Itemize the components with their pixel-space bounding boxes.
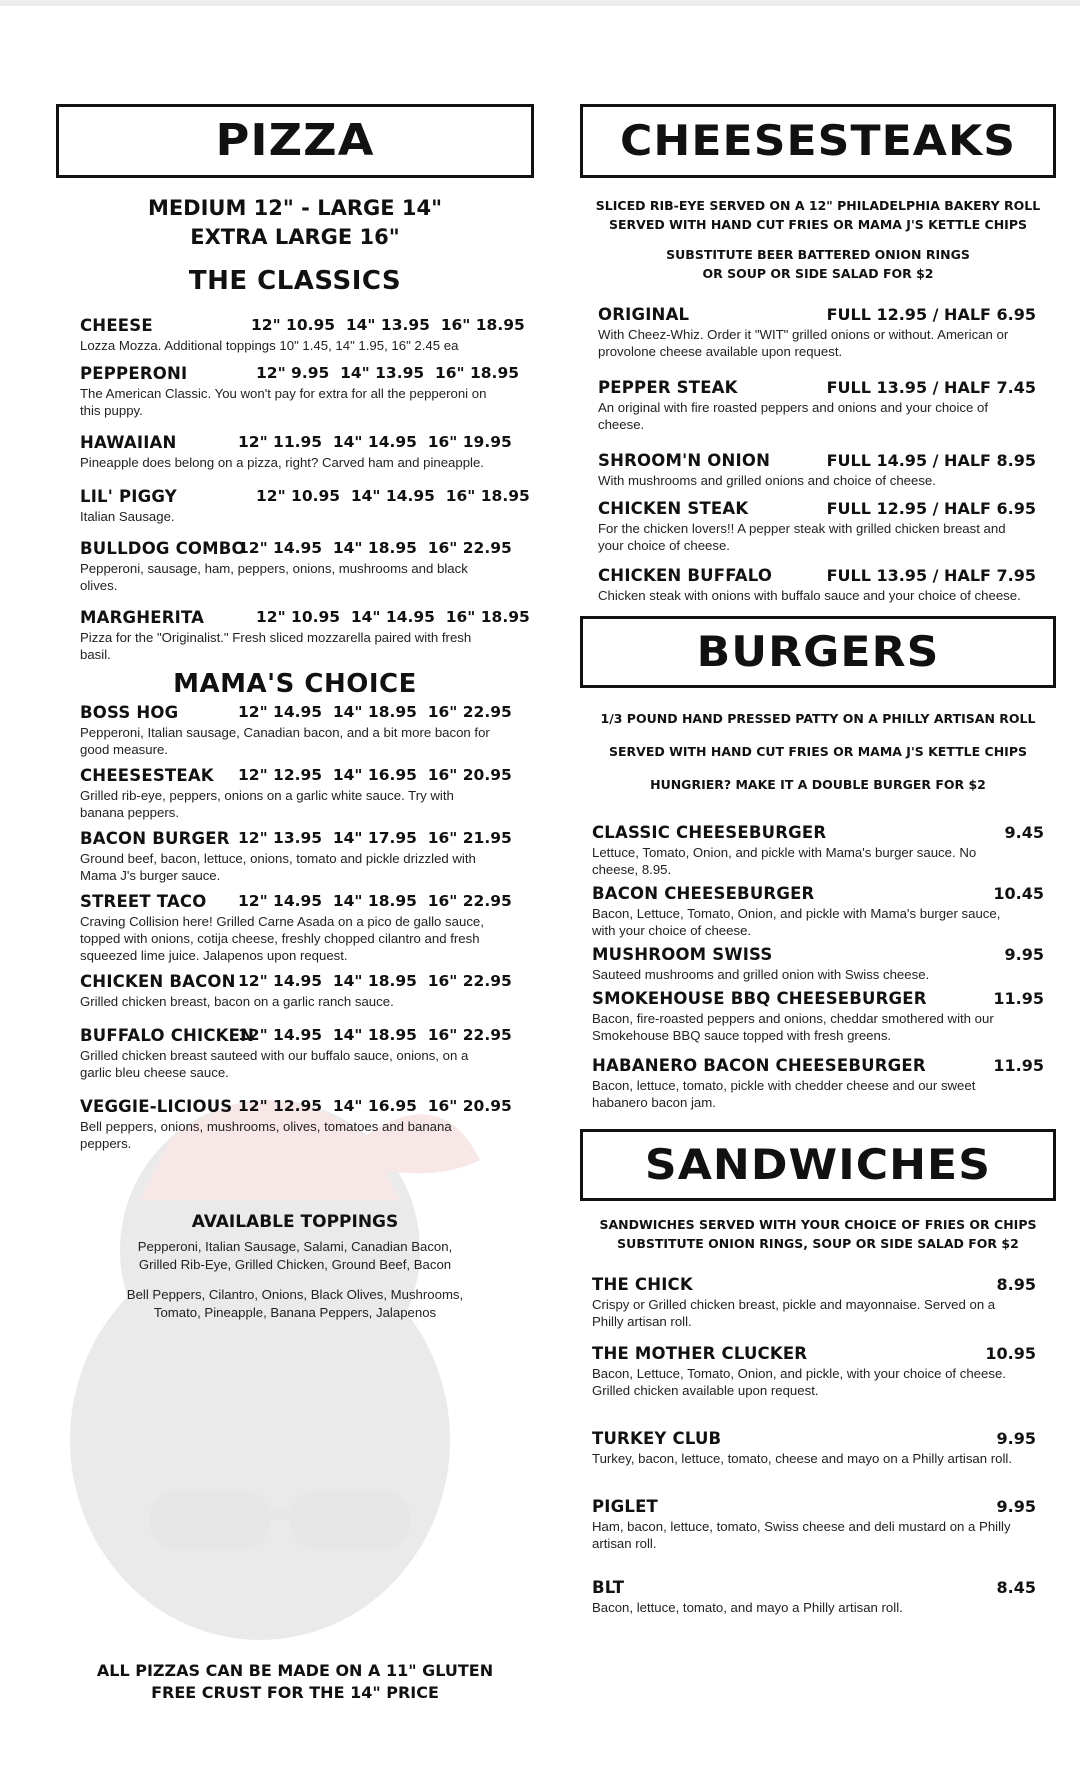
item-price: FULL 12.95 / HALF 6.95 <box>826 499 1036 518</box>
top-divider <box>0 0 1080 6</box>
burgers-note-line-2: SERVED WITH HAND CUT FRIES OR MAMA J'S KETTLE CHIPS <box>608 744 1027 759</box>
item-description: Bacon, fire-roasted peppers and onions, cheddar smothered with our Smokehouse BBQ sauce topped with fresh greens. <box>592 1011 994 1043</box>
item-name: VEGGIE-LICIOUS <box>80 1097 233 1116</box>
item-name: MARGHERITA <box>80 608 205 627</box>
item-name: BACON CHEESEBURGER <box>592 884 815 903</box>
item-description: With Cheez-Whiz. Order it "WIT" grilled onions or without. American or provolone cheese available upon request. <box>598 327 1009 359</box>
item-name: BLT <box>592 1578 625 1597</box>
toppings-veg-line-2: Tomato, Pineapple, Banana Peppers, Jalapenos <box>153 1305 437 1320</box>
item-description: Chicken steak with onions with buffalo sauce and your choice of cheese. <box>598 588 1021 603</box>
item-name: CHICKEN BUFFALO <box>598 566 773 585</box>
menu-item <box>592 1056 1044 1111</box>
item-price: 10.45 <box>993 884 1044 903</box>
item-prices: 12" 12.95 14" 16.95 16" 20.95 <box>238 1097 512 1115</box>
item-name: LIL' PIGGY <box>80 487 177 506</box>
cheesesteaks-list <box>580 305 1056 604</box>
item-price: FULL 12.95 / HALF 6.95 <box>826 305 1036 324</box>
item-prices: 12" 9.95 14" 13.95 16" 18.95 <box>256 364 520 382</box>
item-description: Pineapple does belong on a pizza, right? Carved ham and pineapple. <box>80 455 484 470</box>
item-description: Bacon, lettuce, tomato, and mayo a Philly artisan roll. <box>592 1600 903 1615</box>
menu-item <box>592 884 1044 939</box>
item-name: CHEESE <box>80 316 153 335</box>
item-prices: 12" 11.95 14" 14.95 16" 19.95 <box>238 433 512 451</box>
burgers-note <box>580 702 1056 801</box>
item-price: 11.95 <box>993 1056 1044 1075</box>
item-description: Bacon, Lettuce, Tomato, Onion, and pickle with Mama's burger sauce, with your choice of cheese. <box>592 906 1001 938</box>
right-column <box>580 104 1056 1620</box>
item-prices: 12" 14.95 14" 18.95 16" 22.95 <box>238 972 512 990</box>
sizes-line-2: EXTRA LARGE 16" <box>190 225 400 249</box>
menu-item <box>56 364 534 419</box>
item-price: 9.95 <box>996 1497 1036 1516</box>
item-description: Bacon, lettuce, tomato, pickle with chedder cheese and our sweet habanero bacon jam. <box>592 1078 976 1110</box>
item-description: The American Classic. You won't pay for extra for all the pepperoni on this puppy. <box>80 386 487 418</box>
item-name: PEPPERONI <box>80 364 188 383</box>
item-price: 9.95 <box>996 1429 1036 1448</box>
menu-item <box>56 829 534 884</box>
menu-item <box>56 316 534 354</box>
item-prices: 12" 10.95 14" 14.95 16" 18.95 <box>256 487 530 505</box>
menu-item <box>56 1026 534 1081</box>
menu-item <box>592 1275 1036 1330</box>
item-prices: 12" 14.95 14" 18.95 16" 22.95 <box>238 1026 512 1044</box>
item-name: MUSHROOM SWISS <box>592 945 773 964</box>
menu-item <box>598 378 1036 433</box>
item-description: Italian Sausage. <box>80 509 175 524</box>
item-price: 10.95 <box>985 1344 1036 1363</box>
menu-item <box>56 487 534 525</box>
sizes-line-1: MEDIUM 12" - LARGE 14" <box>147 196 443 220</box>
item-name: TURKEY CLUB <box>592 1429 722 1448</box>
item-description: Crispy or Grilled chicken breast, pickle and mayonnaise. Served on a Philly artisan roll. <box>592 1297 996 1329</box>
item-price: FULL 13.95 / HALF 7.95 <box>826 566 1036 585</box>
menu-item <box>56 608 534 663</box>
menu-item <box>56 766 534 821</box>
menu-item <box>598 451 1036 489</box>
menu-item <box>592 989 1044 1044</box>
pizza-header: PIZZA <box>56 104 534 178</box>
gluten-free-note <box>56 1660 534 1704</box>
menu-item <box>598 499 1036 554</box>
toppings-meat-line-2: Grilled Rib-Eye, Grilled Chicken, Ground Beef, Bacon <box>138 1257 452 1272</box>
toppings-meat-line-1: Pepperoni, Italian Sausage, Salami, Canadian Bacon, <box>137 1239 453 1254</box>
item-description: With mushrooms and grilled onions and choice of cheese. <box>598 473 936 488</box>
menu-item <box>598 305 1036 360</box>
mamas-choice-title: MAMA'S CHOICE <box>173 669 417 699</box>
classics-title: THE CLASSICS <box>188 266 402 296</box>
item-description: Ground beef, bacon, lettuce, onions, tomato and pickle drizzled with Mama J's burger sauce. <box>80 851 476 883</box>
item-price: FULL 14.95 / HALF 8.95 <box>826 451 1036 470</box>
item-name: ORIGINAL <box>598 305 690 324</box>
item-name: CHICKEN STEAK <box>598 499 749 518</box>
cheesesteaks-note-line-4: OR SOUP OR SIDE SALAD FOR $2 <box>702 266 934 281</box>
sandwiches-note-line-1: SANDWICHES SERVED WITH YOUR CHOICE OF FRIES OR CHIPS <box>599 1217 1037 1232</box>
menu-item <box>592 1344 1036 1399</box>
gluten-line-1: ALL PIZZAS CAN BE MADE ON A 11" GLUTEN <box>96 1661 494 1680</box>
item-name: SMOKEHOUSE BBQ CHEESEBURGER <box>592 989 927 1008</box>
pizza-column <box>56 104 534 1702</box>
item-name: BACON BURGER <box>80 829 230 848</box>
item-prices: 12" 12.95 14" 16.95 16" 20.95 <box>238 766 512 784</box>
item-description: Grilled chicken breast, bacon on a garlic ranch sauce. <box>80 994 394 1009</box>
item-description: Lozza Mozza. Additional toppings 10" 1.45, 14" 1.95, 16" 2.45 ea <box>80 338 459 353</box>
sandwiches-note <box>580 1215 1056 1253</box>
item-name: CHICKEN BACON <box>80 972 236 991</box>
item-description: Turkey, bacon, lettuce, tomato, cheese and mayo on a Philly artisan roll. <box>592 1451 1013 1466</box>
item-description: Grilled rib-eye, peppers, onions on a garlic white sauce. Try with banana peppers. <box>80 788 454 820</box>
gluten-line-2: FREE CRUST FOR THE 14" PRICE <box>151 1683 439 1702</box>
pizza-sizes <box>56 194 534 252</box>
item-name: THE CHICK <box>592 1275 693 1294</box>
cheesesteaks-note-line-1: SLICED RIB-EYE SERVED ON A 12" PHILADELPHIA BAKERY ROLL <box>595 198 1041 213</box>
item-description: An original with fire roasted peppers and onions and your choice of cheese. <box>598 400 989 432</box>
item-price: 9.45 <box>1004 823 1044 842</box>
menu-item <box>592 1497 1036 1552</box>
toppings-veg-line-1: Bell Peppers, Cilantro, Onions, Black Olives, Mushrooms, <box>126 1287 464 1302</box>
item-name: THE MOTHER CLUCKER <box>592 1344 808 1363</box>
item-name: STREET TACO <box>80 892 207 911</box>
item-prices: 12" 14.95 14" 18.95 16" 22.95 <box>238 703 512 721</box>
item-description: Pepperoni, Italian sausage, Canadian bacon, and a bit more bacon for good measure. <box>80 725 490 757</box>
item-prices: 12" 14.95 14" 18.95 16" 22.95 <box>238 892 512 910</box>
item-description: Bell peppers, onions, mushrooms, olives, tomatoes and banana peppers. <box>80 1119 452 1151</box>
mamas-choice-list <box>56 703 534 1152</box>
classics-list <box>56 316 534 663</box>
item-description: For the chicken lovers!! A pepper steak with grilled chicken breast and your choice of cheese. <box>598 521 1006 553</box>
item-price: 11.95 <box>993 989 1044 1008</box>
item-price: 8.95 <box>996 1275 1036 1294</box>
cheesesteaks-note <box>580 196 1056 283</box>
item-name: HAWAIIAN <box>80 433 177 452</box>
menu-item <box>56 972 534 1010</box>
available-toppings <box>56 1212 534 1322</box>
item-name: SHROOM'N ONION <box>598 451 771 470</box>
menu-item <box>56 703 534 758</box>
item-description: Ham, bacon, lettuce, tomato, Swiss cheese and deli mustard on a Philly artisan roll. <box>592 1519 1011 1551</box>
menu-item <box>56 1097 534 1152</box>
menu-item <box>56 892 534 964</box>
item-description: Pepperoni, sausage, ham, peppers, onions, mushrooms and black olives. <box>80 561 468 593</box>
menu-item <box>56 539 534 594</box>
menu-item <box>592 1429 1036 1467</box>
item-prices: 12" 13.95 14" 17.95 16" 21.95 <box>238 829 512 847</box>
sandwiches-header: SANDWICHES <box>580 1129 1056 1201</box>
menu-item <box>592 823 1044 878</box>
item-price: 9.95 <box>1004 945 1044 964</box>
item-description: Lettuce, Tomato, Onion, and pickle with Mama's burger sauce. No cheese, 8.95. <box>592 845 977 877</box>
item-prices: 12" 10.95 14" 14.95 16" 18.95 <box>256 608 530 626</box>
item-name: PIGLET <box>592 1497 659 1516</box>
sandwiches-note-line-2: SUBSTITUTE ONION RINGS, SOUP OR SIDE SALAD FOR $2 <box>617 1236 1019 1251</box>
sandwiches-list <box>580 1275 1056 1616</box>
item-description: Sauteed mushrooms and grilled onion with Swiss cheese. <box>592 967 930 982</box>
menu-item <box>592 945 1044 983</box>
cheesesteaks-note-line-3: SUBSTITUTE BEER BATTERED ONION RINGS <box>666 247 970 262</box>
item-prices: 12" 10.95 14" 13.95 16" 18.95 <box>251 316 525 334</box>
cheesesteaks-header: CHEESESTEAKS <box>580 104 1056 178</box>
item-price: 8.45 <box>996 1578 1036 1597</box>
item-description: Craving Collision here! Grilled Carne Asada on a pico de gallo sauce, topped with onions, cotija cheese, freshly chopped cilantro and fresh squeezed lime juice. Jalapenos upon request. <box>80 914 484 963</box>
cheesesteaks-note-line-2: SERVED WITH HAND CUT FRIES OR MAMA J'S KETTLE CHIPS <box>608 217 1027 232</box>
item-name: PEPPER STEAK <box>598 378 738 397</box>
burgers-header: BURGERS <box>580 616 1056 688</box>
item-name: BOSS HOG <box>80 703 179 722</box>
burgers-note-line-3: HUNGRIER? MAKE IT A DOUBLE BURGER FOR $2 <box>650 777 986 792</box>
toppings-title: AVAILABLE TOPPINGS <box>191 1212 399 1232</box>
item-description: Grilled chicken breast sauteed with our buffalo sauce, onions, on a garlic bleu cheese sauce. <box>80 1048 469 1080</box>
burgers-note-line-1: 1/3 POUND HAND PRESSED PATTY ON A PHILLY ARTISAN ROLL <box>600 711 1036 726</box>
item-description: Bacon, Lettuce, Tomato, Onion, and pickle, with your choice of cheese. Grilled chicken available upon request. <box>592 1366 1006 1398</box>
item-price: FULL 13.95 / HALF 7.45 <box>826 378 1036 397</box>
item-description: Pizza for the "Originalist." Fresh sliced mozzarella paired with fresh basil. <box>80 630 472 662</box>
menu-item <box>598 566 1036 604</box>
item-name: BUFFALO CHICKEN <box>80 1026 255 1045</box>
item-name: CHEESESTEAK <box>80 766 214 785</box>
menu-item <box>56 433 534 471</box>
burgers-list <box>580 823 1056 1111</box>
item-name: HABANERO BACON CHEESEBURGER <box>592 1056 926 1075</box>
item-prices: 12" 14.95 14" 18.95 16" 22.95 <box>238 539 512 557</box>
item-name: CLASSIC CHEESEBURGER <box>592 823 827 842</box>
menu-item <box>592 1578 1036 1616</box>
item-name: BULLDOG COMBO <box>80 539 246 558</box>
